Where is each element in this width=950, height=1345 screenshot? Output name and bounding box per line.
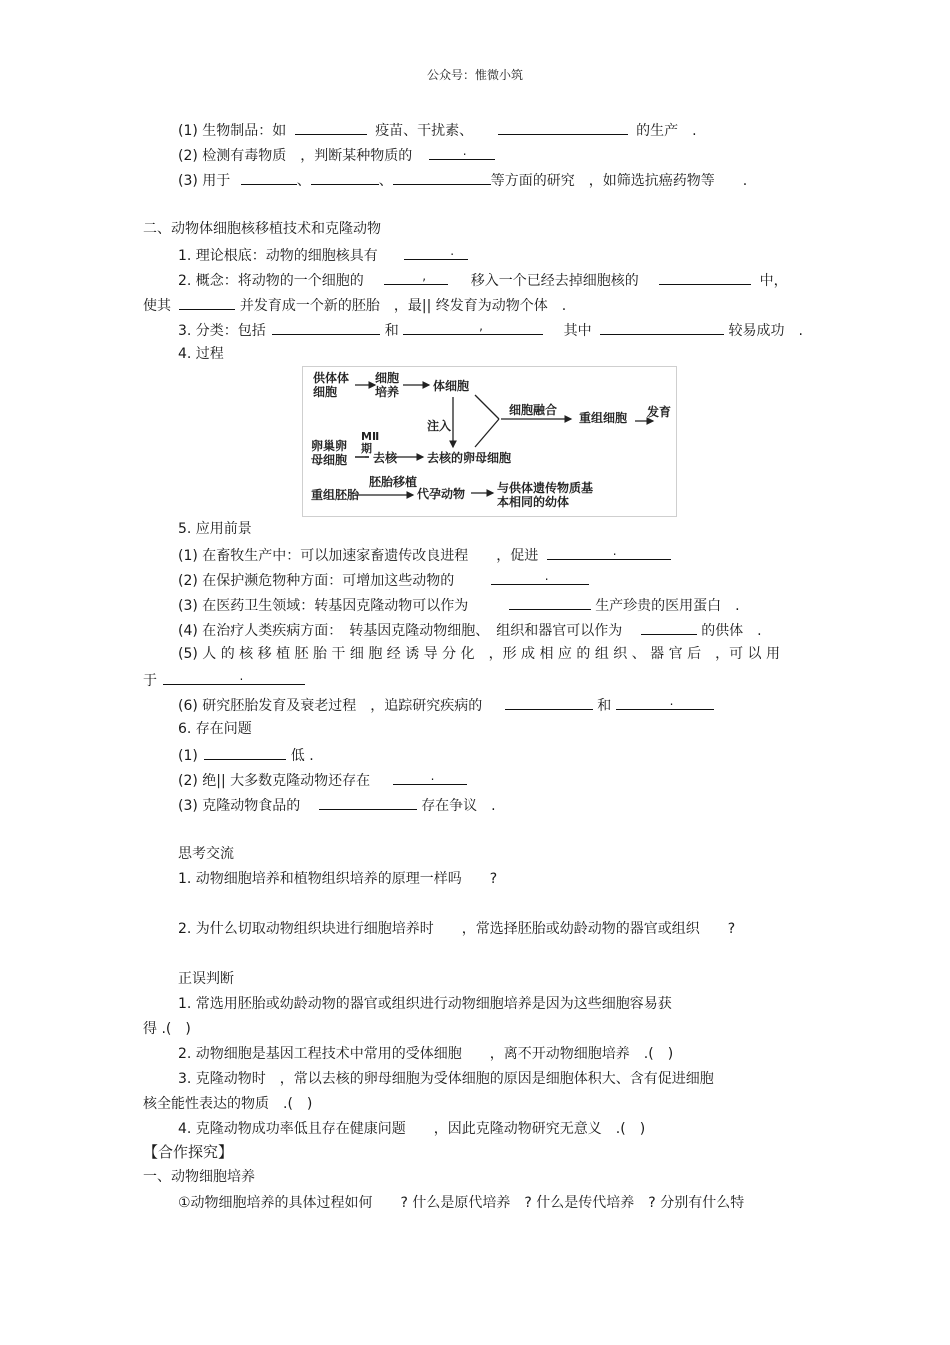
blank[interactable]: . [616,695,714,710]
section6-title: 6. 存在问题 [178,721,252,737]
products-l3-text-a: (3) 用于 [178,173,231,189]
enucleate-label: 去核 [373,451,398,465]
section5-a6 [178,695,714,715]
section5-a3 [178,595,740,615]
blank[interactable] [319,795,417,810]
explore-q: ①动物细胞培养的具体过程如何 ? 什么是原代培养 ? 什么是传代培养 ? 分别有什么特 [178,1195,745,1211]
section2-p2 [178,270,788,290]
products-l1-text-c: 的生产 . [636,123,697,139]
blank[interactable]: . [404,245,468,260]
blank[interactable]: . [163,670,305,685]
p2-text-b: 移入一个已经去掉细胞核的 [470,273,639,289]
section5-a2 [178,570,589,590]
blank[interactable] [241,170,297,185]
recombinant-cell-label: 重组细胞 [579,411,628,425]
a5-text-b: 于 [143,673,157,689]
inject-label: 注入 [427,419,452,433]
q2-text: (2) 绝|| 大多数克隆动物还存在 [178,773,371,789]
products-line-3 [178,170,747,190]
a1-text: (1) 在畜牧生产中：可以加速家畜遗传改良进程 ，促进 [178,548,539,564]
judge-3-cont: 核全能性表达的物质 .( ) [143,1096,313,1112]
blank[interactable]: . [491,570,589,585]
donor-cell-label: 供体体 细胞 [313,371,350,399]
mii-label: MⅡ 期 [361,430,380,455]
blank[interactable] [509,595,591,610]
blank[interactable] [393,170,491,185]
blank[interactable] [204,745,286,760]
ovary-oocyte-label: 卵巢卵 母细胞 [311,439,348,467]
think-title: 思考交流 [178,846,234,862]
q3-text-a: (3) 克隆动物食品的 [178,798,301,814]
products-l2-text: (2) 检测有毒物质 ，判断某种物质的 [178,148,413,164]
q1-text-b: 低 . [290,748,314,764]
judge-3: 3. 克隆动物时 ，常以去核的卵母细胞为受体细胞的原因是细胞体积大、含有促进细胞 [178,1071,714,1087]
judge-1: 1. 常选用胚胎或幼龄动物的器官或组织进行动物细胞培养是因为这些细胞容易获 [178,996,672,1012]
products-l3-text-b: 等方面的研究 ，如筛选抗癌药物等 . [490,173,748,189]
think-q2: 2. 为什么切取动物组织块进行细胞培养时 ，常选择胚胎或幼龄动物的器官或组织 ? [178,921,736,937]
q3-text-b: 存在争议 . [421,798,496,814]
cell-fusion-label: 细胞融合 [509,403,558,417]
nuclear-transfer-diagram [302,366,677,517]
offspring-label: 与供体遗传物质基 本相同的幼体 [497,481,594,509]
products-l1-text-b: 疫苗、干扰素、 [375,123,474,139]
blank[interactable]: . [429,145,495,160]
section2-p3 [178,320,803,340]
reconstructed-embryo-label: 重组胚胎 [311,488,360,502]
blank[interactable] [600,320,724,335]
a3-text-a: (3) 在医药卫生领域：转基因克隆动物可以作为 [178,598,469,614]
blank[interactable]: , [403,320,543,335]
section5-a5-cont [143,670,305,690]
p3-text-c: 其中 [563,323,592,339]
section6-q2 [178,770,467,790]
p2-text-a: 2. 概念：将动物的一个细胞的 [178,273,364,289]
judge-1-cont: 得 .( ) [143,1021,191,1037]
blank[interactable] [272,320,380,335]
p3-text-d: 较易成功 . [728,323,803,339]
judge-4: 4. 克隆动物成功率低且存在健康问题 ，因此克隆动物研究无意义 .( ) [178,1121,646,1137]
explore-sub: 一、动物细胞培养 [143,1169,255,1185]
p3-text-a: 3. 分类：包括 [178,323,266,339]
blank[interactable] [179,295,235,310]
section5-a1 [178,545,671,565]
p2-text-d: 使其 [143,298,171,314]
blank[interactable] [505,695,593,710]
p3-text-b: 和 [384,323,399,339]
judge-2: 2. 动物细胞是基因工程技术中常用的受体细胞 ，离不开动物细胞培养 .( ) [178,1046,674,1062]
a6-text-a: (6) 研究胚胎发育及衰老过程 ，追踪研究疾病的 [178,698,483,714]
blank[interactable] [295,120,367,135]
embryo-transfer-label: 胚胎移植 [369,475,418,489]
a6-text-b: 和 [597,698,612,714]
blank[interactable] [311,170,379,185]
section2-title: 二、动物体细胞核移植技术和克隆动物 [143,221,381,237]
explore-title: 【合作探究】 [143,1143,234,1161]
blank[interactable]: . [547,545,671,560]
p2-text-c: 中， [759,273,788,289]
products-l1-text-a: (1) 生物制品：如 [178,123,287,139]
a4-text-b: 的供体 . [701,623,762,639]
blank[interactable] [498,120,628,135]
section2-p4: 4. 过程 [178,346,224,362]
blank[interactable] [659,270,751,285]
section5-title: 5. 应用前景 [178,521,252,537]
somatic-cell-label: 体细胞 [433,379,470,393]
blank[interactable]: . [393,770,467,785]
p1-text: 1. 理论根底：动物的细胞核具有 [178,248,378,264]
section2-p1 [178,245,468,265]
page-header: 公众号：惟微小筑 [426,68,523,82]
blank[interactable] [641,620,697,635]
a3-text-b: 生产珍贵的医用蛋白 . [595,598,740,614]
judge-title: 正误判断 [178,971,234,987]
p2-text-e: 并发育成一个新的胚胎 ，最|| 终发育为动物个体 . [239,298,567,314]
section6-q3 [178,795,496,815]
blank[interactable]: , [384,270,448,285]
products-line-2 [178,145,495,165]
separator: 、 [296,173,311,189]
separator: 、 [378,173,393,189]
products-line-1 [178,120,697,140]
section5-a5: (5) 人 的 核 移 植 胚 胎 干 细 胞 经 诱 导 分 化 ，形 成 相 应 的 组 织 、 器 官 后 ，可 以 用 [178,646,780,662]
develop-label: 发育 [647,405,672,419]
think-q1: 1. 动物细胞培养和植物组织培养的原理一样吗 ? [178,871,498,887]
section6-q1 [178,745,314,765]
section2-p2-cont [143,295,566,315]
a4-text-a: (4) 在治疗人类疾病方面： 转基因克隆动物细胞、 组织和器官可以作为 [178,623,623,639]
cell-culture-label: 细胞 培养 [375,371,400,399]
q1-text-a: (1) [178,748,198,764]
surrogate-label: 代孕动物 [417,487,466,501]
a2-text: (2) 在保护濒危物种方面：可增加这些动物的 [178,573,455,589]
enucleated-oocyte-label: 去核的卵母细胞 [427,451,512,465]
section5-a4 [178,620,762,640]
